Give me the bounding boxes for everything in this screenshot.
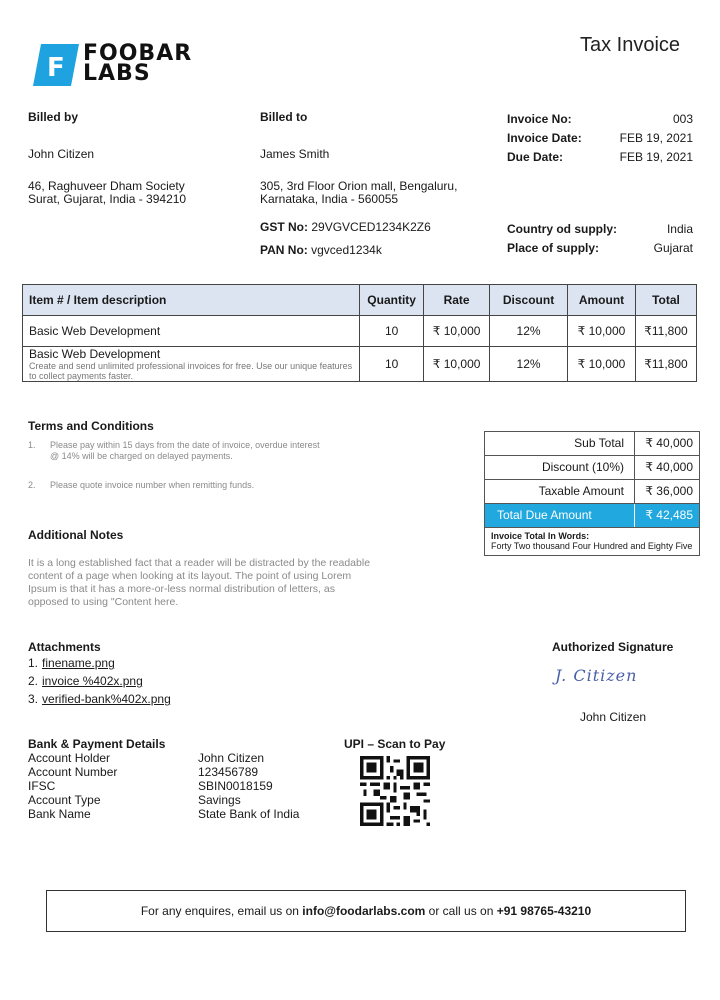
invoice-date-value: FEB 19, 2021	[619, 131, 693, 145]
sub-total-row	[485, 432, 699, 456]
total-in-words-value: Forty Two thousand Four Hundred and Eighty Five	[491, 541, 693, 551]
invoice-date-row	[507, 131, 693, 145]
total-due-row	[485, 504, 699, 528]
taxable-amount-row	[485, 480, 699, 504]
column-header-total: Total	[635, 285, 696, 316]
attachment-number: 2.	[28, 674, 39, 688]
footer-contact	[46, 890, 686, 932]
item-description-cell	[23, 347, 360, 382]
billed-to-label: Billed to	[260, 110, 308, 124]
due-date-value: FEB 19, 2021	[619, 150, 693, 164]
signature-heading: Authorized Signature	[552, 640, 674, 654]
bank-value-ifsc: SBIN0018159	[198, 779, 273, 793]
item-rate: ₹ 10,000	[424, 347, 490, 382]
bank-value-account-type: Savings	[198, 793, 241, 807]
terms-item-text: Please quote invoice number when remitting funds.	[50, 480, 255, 490]
terms-item	[28, 440, 328, 462]
signature-image: J. Citizen	[555, 666, 638, 685]
bank-label-account-number: Account Number	[28, 765, 118, 779]
attachment-number: 1.	[28, 656, 39, 670]
totals-box	[484, 431, 700, 556]
total-due-label: Total Due Amount	[485, 504, 635, 527]
item-description: Basic Web Development	[23, 316, 360, 347]
billed-by-address-line1: 46, Raghuveer Dham Society	[28, 179, 185, 193]
billed-by-label: Billed by	[28, 110, 79, 124]
billed-to-address-line2: Karnataka, India - 560055	[260, 192, 399, 206]
pan-number	[260, 244, 382, 257]
invoice-number-row	[507, 112, 693, 126]
qr-code-icon	[360, 756, 430, 826]
discount-label: Discount (10%)	[485, 456, 635, 479]
sub-total-value: ₹ 40,000	[645, 436, 693, 450]
bank-value-account-number: 123456789	[198, 765, 259, 779]
place-of-supply-value: Gujarat	[653, 241, 693, 255]
due-date-label: Due Date:	[507, 150, 564, 164]
due-date-row	[507, 150, 693, 164]
table-row	[23, 316, 697, 347]
column-header-quantity: Quantity	[360, 285, 424, 316]
item-amount: ₹ 10,000	[568, 316, 636, 347]
place-of-supply-label: Place of supply:	[507, 241, 600, 255]
logo-wordmark: FOOBAR LABS	[83, 41, 193, 86]
attachment-link[interactable]: finename.png	[42, 656, 115, 670]
document-title: Tax Invoice	[580, 34, 681, 56]
place-of-supply-row	[507, 241, 693, 255]
sub-total-label: Sub Total	[485, 432, 635, 455]
discount-value: ₹ 40,000	[645, 460, 693, 474]
invoice-number-value: 003	[672, 112, 693, 126]
country-of-supply-label: Country od supply:	[507, 222, 617, 236]
column-header-discount: Discount	[490, 285, 568, 316]
country-of-supply-value: India	[666, 222, 693, 236]
upi-heading: UPI – Scan to Pay	[344, 737, 446, 751]
attachment-item	[28, 674, 143, 688]
item-discount: 12%	[490, 347, 568, 382]
billed-by-name: John Citizen	[28, 147, 95, 161]
terms-item-text: Please pay within 15 days from the date of invoice, overdue interest @ 14% will be charged on delayed payments.	[50, 440, 320, 461]
gst-value: 29VGVCED1234K2Z6	[311, 220, 431, 234]
column-header-amount: Amount	[568, 285, 636, 316]
billed-to-name: James Smith	[260, 147, 330, 161]
bank-details-heading: Bank & Payment Details	[28, 737, 166, 751]
item-total: ₹11,800	[635, 347, 696, 382]
invoice-number-label: Invoice No:	[507, 112, 572, 126]
bank-value-bank-name: State Bank of India	[198, 807, 300, 821]
terms-heading: Terms and Conditions	[28, 419, 154, 433]
items-table	[22, 284, 697, 382]
logo-mark-icon	[33, 44, 79, 86]
footer-prefix: For any enquires, email us on	[140, 904, 299, 918]
total-due-value: ₹ 42,485	[645, 508, 693, 522]
pan-value: vgvced1234k	[311, 243, 382, 257]
terms-item	[28, 480, 328, 491]
gst-label: GST No:	[260, 220, 308, 234]
attachment-link[interactable]: invoice %402x.png	[42, 674, 143, 688]
attachment-number: 3.	[28, 692, 39, 706]
item-quantity: 10	[360, 316, 424, 347]
attachment-item	[28, 692, 171, 706]
country-of-supply-row	[507, 222, 693, 236]
terms-item-number: 2.	[28, 480, 36, 490]
discount-row	[485, 456, 699, 480]
terms-item-number: 1.	[28, 440, 36, 450]
bank-value-account-holder: John Citizen	[198, 751, 265, 765]
item-total: ₹11,800	[635, 316, 696, 347]
items-table-header	[23, 285, 697, 316]
footer-phone[interactable]: +91 98765-43210	[496, 904, 592, 918]
bank-label-bank-name: Bank Name	[28, 807, 91, 821]
total-in-words-label: Invoice Total In Words:	[491, 531, 590, 541]
pan-label: PAN No:	[260, 243, 308, 257]
footer-email[interactable]: info@foodarlabs.com	[302, 904, 426, 918]
billed-by-address-line2: Surat, Gujarat, India - 394210	[28, 192, 187, 206]
company-logo	[33, 41, 193, 88]
item-amount: ₹ 10,000	[568, 347, 636, 382]
item-rate: ₹ 10,000	[424, 316, 490, 347]
bank-label-ifsc: IFSC	[28, 779, 56, 793]
total-in-words	[485, 528, 699, 555]
bank-label-account-type: Account Type	[28, 793, 101, 807]
column-header-rate: Rate	[424, 285, 490, 316]
notes-heading: Additional Notes	[28, 528, 124, 542]
attachments-heading: Attachments	[28, 640, 101, 654]
item-discount: 12%	[490, 316, 568, 347]
bank-label-account-holder: Account Holder	[28, 751, 111, 765]
attachment-item	[28, 656, 115, 670]
column-header-description: Item # / Item description	[23, 285, 360, 316]
table-row	[23, 347, 697, 382]
footer-middle: or call us on	[428, 904, 494, 918]
svg-text:F: F	[47, 53, 65, 83]
item-subdescription: Create and send unlimited professional invoices for free. Use our unique features to collect payments faster.	[29, 361, 353, 381]
signatory-name: John Citizen	[580, 710, 647, 724]
item-quantity: 10	[360, 347, 424, 382]
billed-to-address-line1: 305, 3rd Floor Orion mall, Bengaluru,	[260, 179, 458, 193]
taxable-amount-value: ₹ 36,000	[645, 484, 693, 498]
attachment-link[interactable]: verified-bank%402x.png	[42, 692, 171, 706]
invoice-date-label: Invoice Date:	[507, 131, 582, 145]
taxable-amount-label: Taxable Amount	[485, 480, 635, 503]
item-description: Basic Web Development	[29, 347, 161, 361]
notes-body: It is a long established fact that a reader will be distracted by the readable content of a page when looking at its layout. The point of using Lorem Ipsum is that it has a more-or-less normal distribution of letters, as opposed to using "Content here.	[28, 557, 371, 608]
gst-number	[260, 221, 431, 234]
